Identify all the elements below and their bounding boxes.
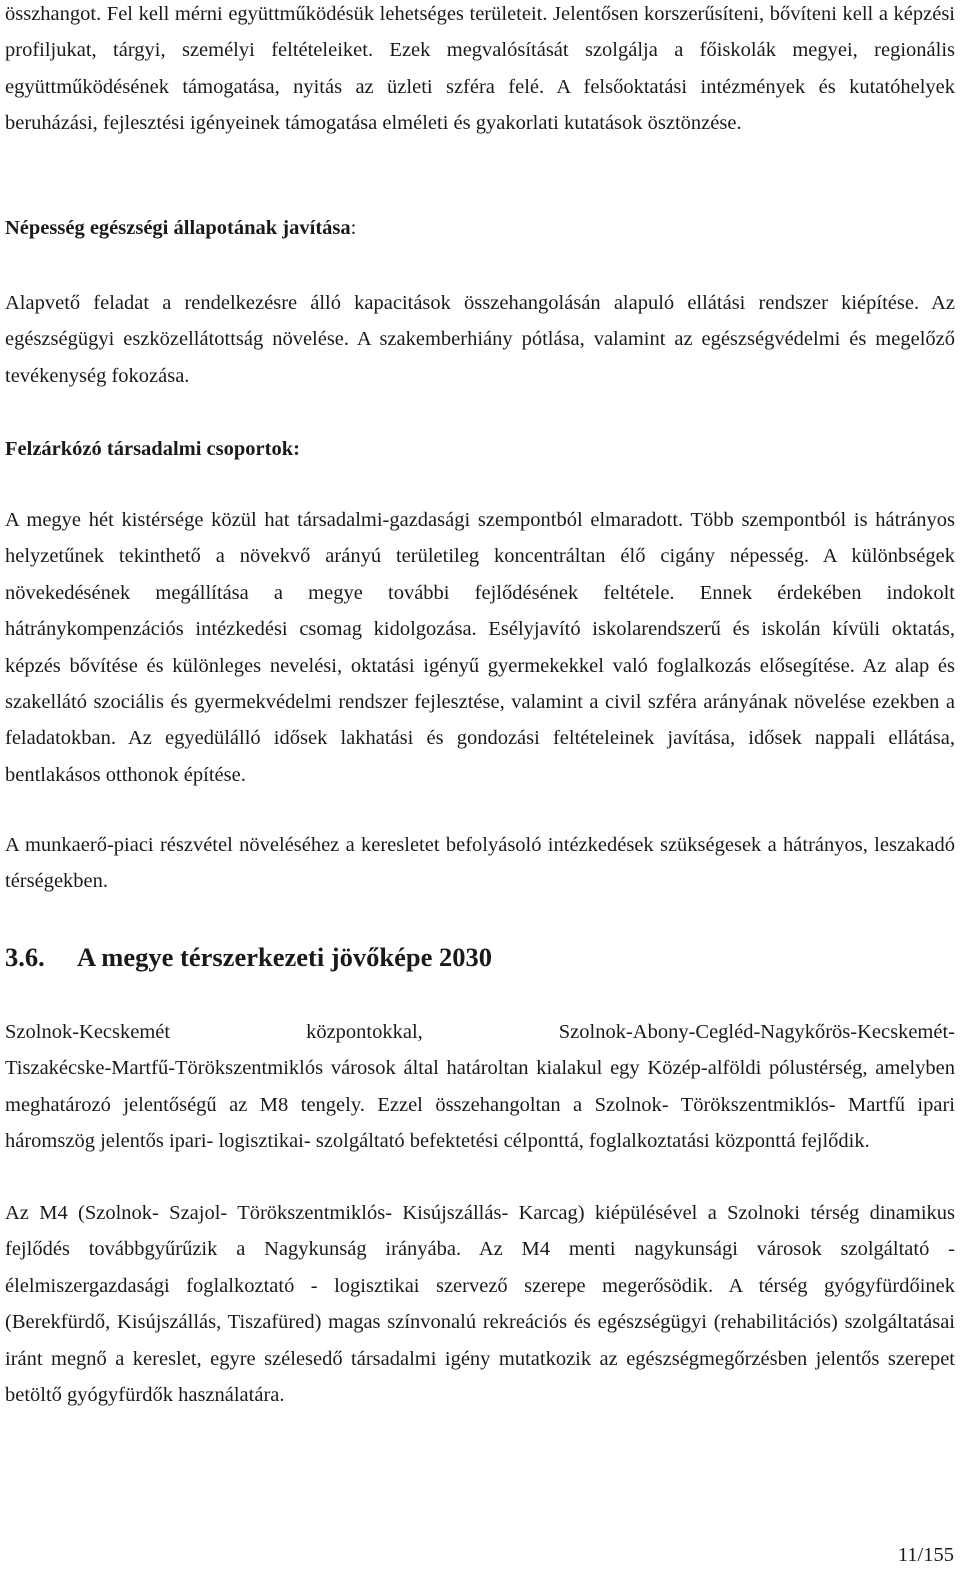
paragraph-pole-region bbox=[5, 1014, 955, 1160]
section-title: A megye térszerkezeti jövőképe 2030 bbox=[77, 942, 493, 972]
heading-population-health-text: Népesség egészségi állapotának javítása bbox=[5, 217, 351, 239]
heading-social-groups: Felzárkózó társadalmi csoportok: bbox=[5, 438, 300, 460]
paragraph-health-care: Alapvető feladat a rendelkezésre álló kapacitások összehangolásán alapuló ellátási rendszer kiépítése. Az egészségügyi eszközellátottság növelése. A szakemberhiány pótlása, valamint az egészségvédelmi és megelőző tevékenység fokozása. bbox=[5, 292, 955, 387]
section-heading bbox=[5, 937, 492, 977]
heading-population-health bbox=[5, 210, 356, 246]
paragraph-pole-region-line1: Szolnok-Kecskemét központokkal, Szolnok-Abony-Cegléd-Nagykőrös-Kecskemét- bbox=[5, 1021, 955, 1043]
section-number: 3.6. bbox=[5, 942, 45, 972]
paragraph-higher-education: összhangot. Fel kell mérni együttműködésük lehetséges területeit. Jelentősen korszerűsíteni, bővíteni kell a képzési profiljukat, tárgyi, személyi feltételeiket. Ezek megvalósítását szolgálja a főiskolák megyei, regionális együttműködésének támogatása, nyitás az üzleti szféra felé. A felsőoktatási intézmények és kutatóhelyek beruházási, fejlesztési igényeinek támogatása elméleti és gyakorlati kutatások ösztönzése. bbox=[5, 3, 955, 135]
paragraph-disadvantaged-groups: A megye hét kistérsége közül hat társadalmi-gazdasági szempontból elmaradott. Több szempontból is hátrányos helyzetűnek tekinthető a növekvő arányú területileg koncentráltan élő cigány népesség. A különbségek növekedésének megállítása a megye további fejlődésének feltétele. Ennek érdekében indokolt hátránykompenzációs intézkedési csomag kidolgozása. Esélyjavító iskolarendszerű és iskolán kívüli oktatás, képzés bővítése és különleges nevelési, oktatási igényű gyermekekkel való foglalkozás elősegítése. Az alap és szakellátó szociális és gyermekvédelmi rendszer fejlesztése, valamint a civil szféra arányának növelése ezekben a feladatokban. Az egyedülálló idősek lakhatási és gondozási feltételeinek javítása, idősek nappali ellátása, bentlakásos otthonok építése. bbox=[5, 509, 955, 786]
paragraph-pole-region-rest: Tiszakécske-Martfű-Törökszentmiklós városok által határoltan kialakul egy Közép-alföldi pólustérség, amelyben meghatározó jelentőségű az M8 tengely. Ezzel összehangoltan a Szolnok- Törökszentmiklós- Martfű ipari háromszög jelentős ipari- logisztikai- szolgáltató befektetési célponttá, foglalkoztatási központtá fejlődik. bbox=[5, 1057, 955, 1153]
paragraph-labour-market: A munkaerő-piaci részvétel növeléséhez a keresletet befolyásoló intézkedések szükségesek a hátrányos, leszakadó térségekben. bbox=[5, 834, 955, 893]
page-number: 11/155 bbox=[897, 1544, 954, 1566]
heading-colon: : bbox=[350, 217, 357, 239]
paragraph-m4-motorway: Az M4 (Szolnok- Szajol- Törökszentmiklós- Kisújszállás- Karcag) kiépülésével a Szolnoki térség dinamikus fejlődés továbbgyűrűzik a Nagykunság irányába. Az M4 menti nagykunsági városok szolgáltató - élelmiszergazdasági foglalkoztató - logisztikai szervező szerepe megerősödik. A térség gyógyfürdőinek (Berekfürdő, Kisújszállás, Tiszafüred) magas színvonalú rekreációs és egészségügyi (rehabilitációs) szolgáltatásai iránt megnő a kereslet, egyre szélesedő társadalmi igény mutatkozik az egészségmegőrzésben jelentős szerepet betöltő gyógyfürdők használatára. bbox=[5, 1202, 955, 1407]
